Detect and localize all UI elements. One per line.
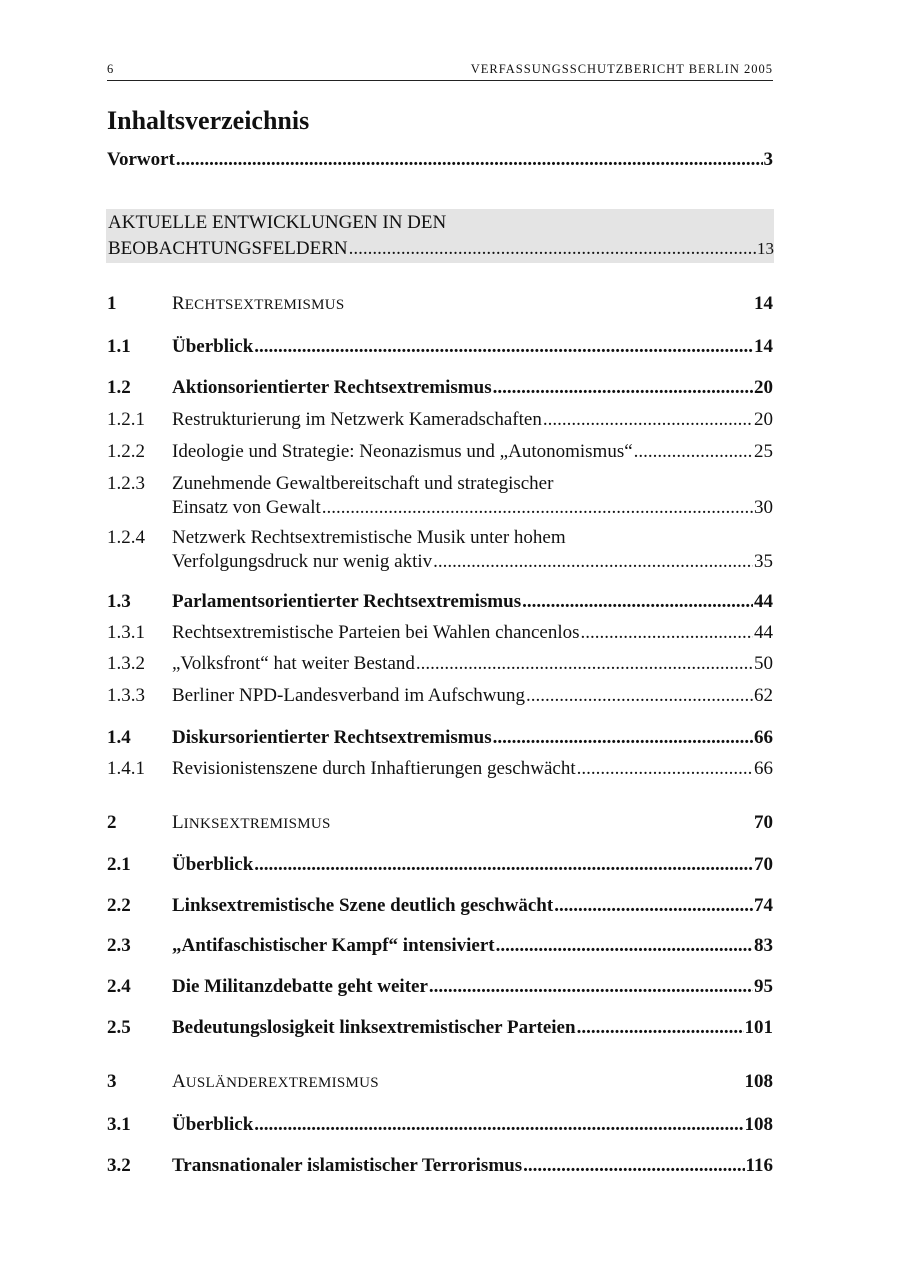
toc-entry-number: 1.3.1 (107, 622, 145, 643)
toc-entry-number: 1.4.1 (107, 758, 145, 779)
toc-entry-title: Überblick (172, 1114, 254, 1135)
toc-title: Inhaltsverzeichnis (107, 106, 310, 135)
toc-entry-number: 2.2 (107, 895, 131, 916)
toc-entry-number: 2.1 (107, 854, 131, 875)
leader-dots (523, 1154, 744, 1178)
toc-entry-title: Revisionistenszene durch Inhaftierungen geschwächt (172, 758, 576, 779)
leader-dots (577, 757, 753, 781)
leader-dots (526, 684, 753, 708)
leader-dots (577, 1016, 744, 1040)
toc-entry-title: Ideologie und Strategie: Neonazismus und „Autonomismus“ (172, 441, 633, 462)
leader-dots (322, 496, 753, 520)
leader-dots (522, 590, 753, 614)
toc-entry-page: 14 (754, 293, 773, 314)
toc-entry-title: Diskursorientierter Rechtsextremismus (172, 727, 492, 748)
toc-entry-title: Rechtsextremistische Parteien bei Wahlen chancenlos (172, 622, 580, 643)
toc-entry-title: Verfolgungsdruck nur wenig aktiv (172, 551, 433, 572)
toc-entry-title: Restrukturierung im Netzwerk Kameradschaften (172, 409, 542, 430)
toc-entry-number: 1.2.3 (107, 473, 145, 494)
toc-entry-title: AUSLÄNDEREXTREMISMUS (172, 1071, 379, 1092)
toc-entry-number: 2.5 (107, 1017, 131, 1038)
toc-entry-title: RECHTSEXTREMISMUS (172, 293, 345, 314)
toc-entry-title-line2: BEOBACHTUNGSFELDERN (108, 238, 348, 259)
running-header (107, 60, 773, 81)
toc-entry-page: 66 (754, 758, 773, 779)
toc-entry-vorwort[interactable] (107, 148, 773, 172)
toc-entry-number: 1.3.2 (107, 653, 145, 674)
toc-entry-title: Überblick (172, 854, 254, 875)
toc-entry-page: 3 (763, 149, 773, 170)
toc-entry-page: 20 (754, 377, 773, 398)
toc-entry-page: 74 (754, 895, 773, 916)
toc-entry-number: 2 (107, 812, 117, 833)
toc-entry-title: Parlamentsorientierter Rechtsextremismus (172, 591, 522, 612)
toc-entry-title: Linksextremistische Szene deutlich geschwächt (172, 895, 554, 916)
toc-entry-current-developments[interactable] (106, 209, 774, 263)
leader-dots (254, 1113, 743, 1137)
leader-dots (493, 376, 753, 400)
toc-entry-title: Einsatz von Gewalt (172, 497, 321, 518)
toc-entry-number: 3 (107, 1071, 117, 1092)
toc-entry-number: 1.1 (107, 336, 131, 357)
toc-entry-number: 1.2.2 (107, 441, 145, 462)
toc-entry-title: Aktionsorientierter Rechtsextremismus (172, 377, 492, 398)
toc-entry-title-line1: Netzwerk Rechtsextremistische Musik unter hohem (172, 527, 566, 548)
toc-entry-page: 50 (754, 653, 773, 674)
toc-entry-title-line1: Zunehmende Gewaltbereitschaft und strategischer (172, 473, 554, 494)
toc-entry-title: Die Militanzdebatte geht weiter (172, 976, 428, 997)
toc-entry-number: 1.2.4 (107, 527, 145, 548)
toc-entry-number: 2.3 (107, 935, 131, 956)
toc-entry-title: Transnationaler islamistischer Terrorismus (172, 1155, 523, 1176)
leader-dots (543, 408, 753, 432)
toc-entry-title: Bedeutungslosigkeit linksextremistischer Parteien (172, 1017, 576, 1038)
toc-entry-page: 44 (754, 622, 773, 643)
toc-entry-page: 70 (754, 854, 773, 875)
toc-entry-number: 1 (107, 293, 117, 314)
toc-entry-number: 3.1 (107, 1114, 131, 1135)
leader-dots (429, 975, 753, 999)
leader-dots (349, 236, 756, 262)
leader-dots (634, 440, 753, 464)
toc-entry-title: LINKSEXTREMISMUS (172, 812, 331, 833)
toc-entry-title: „Volksfront“ hat weiter Bestand (172, 653, 415, 674)
toc-entry-page: 66 (754, 727, 773, 748)
toc-entry-page: 108 (744, 1071, 773, 1092)
toc-entry-page: 95 (754, 976, 773, 997)
leader-dots (581, 621, 753, 645)
toc-entry-title-line1: AKTUELLE ENTWICKLUNGEN IN DEN (108, 212, 447, 233)
toc-entry-page: 101 (744, 1017, 773, 1038)
toc-entry-number: 1.3 (107, 591, 131, 612)
leader-dots (433, 550, 753, 574)
toc-entry-number: 3.2 (107, 1155, 131, 1176)
toc-entry-page: 70 (754, 812, 773, 833)
leader-dots (496, 934, 753, 958)
toc-entry-number: 1.3.3 (107, 685, 145, 706)
toc-entry-number: 2.4 (107, 976, 131, 997)
toc-entry-page: 116 (745, 1155, 773, 1176)
toc-entry-number: 1.4 (107, 727, 131, 748)
toc-entry-title: Vorwort (107, 149, 175, 170)
toc-entry-page: 83 (754, 935, 773, 956)
toc-entry-number: 1.2.1 (107, 409, 145, 430)
leader-dots (254, 335, 753, 359)
toc-entry-title: Berliner NPD-Landesverband im Aufschwung (172, 685, 526, 706)
toc-entry-page: 35 (754, 551, 773, 572)
toc-entry-number: 1.2 (107, 377, 131, 398)
toc-entry-page: 44 (754, 591, 773, 612)
leader-dots (416, 652, 753, 676)
toc-entry-title: Überblick (172, 336, 254, 357)
page-number: 6 (107, 62, 114, 76)
leader-dots (254, 853, 753, 877)
toc-entry-page: 25 (754, 441, 773, 462)
leader-dots (554, 894, 753, 918)
toc-entry-title: „Antifaschistischer Kampf“ intensiviert (172, 935, 495, 956)
toc-entry-page: 20 (754, 409, 773, 430)
leader-dots (493, 726, 753, 750)
toc-entry-page: 62 (754, 685, 773, 706)
running-title: VERFASSUNGSSCHUTZBERICHT BERLIN 2005 (470, 62, 773, 76)
toc-entry-page: 13 (757, 239, 774, 258)
toc-entry-page: 14 (754, 336, 773, 357)
toc-entry-page: 108 (744, 1114, 773, 1135)
leader-dots (176, 148, 763, 172)
toc-entry-page: 30 (754, 497, 773, 518)
